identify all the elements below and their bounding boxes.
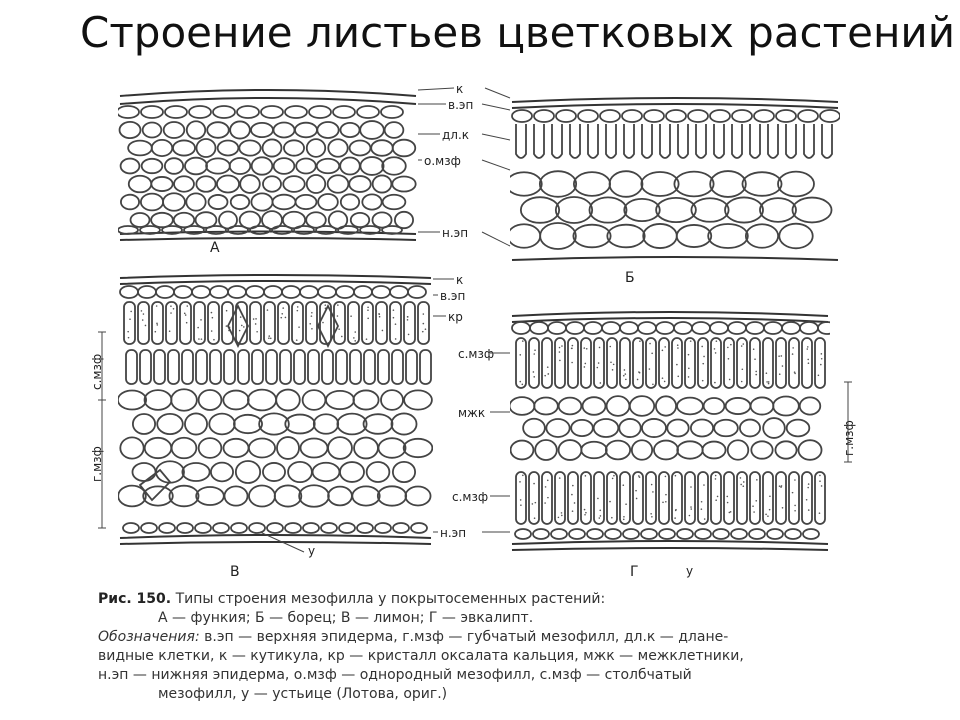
panel-b-letter: Б [625, 270, 635, 286]
label-v-u: у [308, 544, 316, 558]
label-b-smzf2: с.мзф [452, 490, 489, 504]
label-b-kr: кр [448, 310, 463, 324]
panel-v-letter: В [230, 564, 240, 580]
label-b-smzf: с.мзф [458, 347, 495, 361]
caption-line-6: мезофилл, у — устьице (Лотова, ориг.) [158, 686, 448, 702]
panel-b-cells [510, 92, 840, 267]
panel-g-drawing [510, 306, 830, 556]
panel-v-drawing [118, 270, 433, 550]
caption-line-1 [98, 590, 868, 609]
label-b-mzhk: мжк [458, 406, 486, 420]
caption-line-3 [98, 628, 868, 647]
caption-legend-text: в.эп — верхняя эпидерма, г.мзф — губчатый мезофилл, дл.к — длане- [204, 629, 729, 645]
label-g-right-gmzf: г.мзф [842, 420, 856, 456]
label-a-dlk: дл.к [442, 128, 470, 142]
panel-a-cells [118, 84, 418, 244]
label-b-vep: в.эп [440, 289, 466, 303]
label-g-u: у [686, 564, 694, 578]
caption-title: Типы строения мезофилла у покрытосеменных растений: [175, 591, 606, 607]
label-a-k: к [456, 82, 464, 96]
panel-a-drawing [118, 84, 418, 244]
slide-title: Строение листьев цветковых растений [80, 8, 956, 57]
panel-g-cells [510, 306, 830, 556]
panel-a-letter: А [210, 240, 220, 256]
label-v-left-smzf: с.мзф [90, 353, 104, 390]
label-b-nep: н.эп [440, 526, 467, 540]
figure-area [90, 70, 880, 580]
label-b-k: к [456, 273, 464, 287]
caption-legend-key: Обозначения: [98, 629, 200, 645]
label-a-omzf: о.мзф [424, 154, 461, 168]
label-v-left-gmzf: г.мзф [90, 446, 104, 482]
figure-caption [98, 590, 868, 704]
panel-v-cells [118, 270, 433, 550]
label-a-vep: в.эп [448, 98, 474, 112]
label-a-nep: н.эп [442, 226, 469, 240]
caption-line-2: А — функия; Б — борец; В — лимон; Г — эвкалипт. [158, 610, 534, 626]
panel-b-drawing [510, 92, 840, 267]
panel-g-letter: Г [630, 564, 639, 580]
caption-line-5: н.эп — нижняя эпидерма, о.мзф — однородный мезофилл, с.мзф — столбчатый [98, 667, 692, 683]
caption-fig-number: Рис. 150. [98, 591, 172, 607]
caption-line-4: видные клетки, к — кутикула, кр — кристалл оксалата кальция, мжк — межклетники, [98, 648, 744, 664]
